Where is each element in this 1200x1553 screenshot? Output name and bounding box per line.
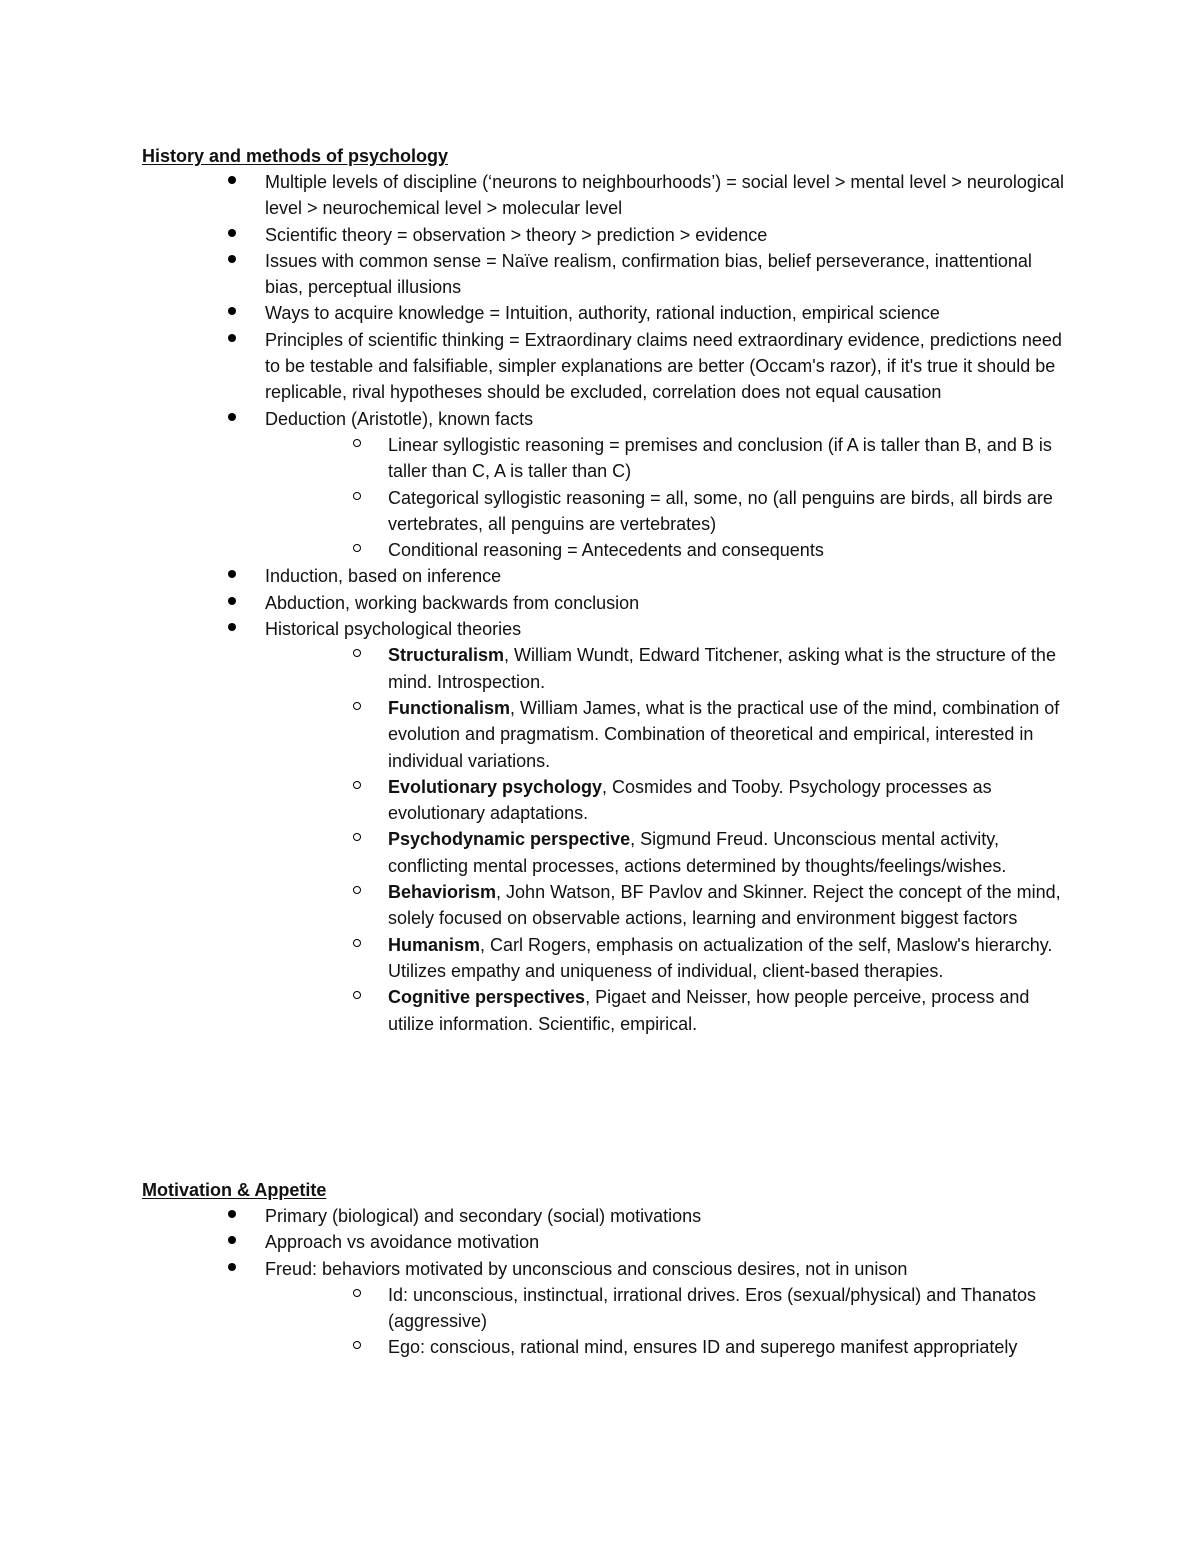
bullet-icon <box>228 1229 238 1255</box>
bullet-icon <box>228 327 238 353</box>
sub-item-text: , William Wundt, Edward Titchener, asking what is the structure of the mind. Introspection. <box>388 645 1056 692</box>
sub-list-item <box>142 485 1072 538</box>
item-text: Deduction (Aristotle), known facts <box>265 408 534 429</box>
circle-bullet-icon <box>353 537 365 563</box>
list-item <box>142 1256 1072 1361</box>
circle-bullet-icon <box>353 774 365 800</box>
sub-list-item <box>142 826 1072 879</box>
item-text: Issues with common sense = Naïve realism, confirmation bias, belief perseverance, inattentional bias, perceptual illusions <box>265 250 1032 298</box>
sub-list <box>142 1282 1072 1361</box>
sub-list-item <box>142 432 1072 485</box>
circle-bullet-icon <box>353 642 365 668</box>
theory-term: Evolutionary psychology <box>388 776 603 797</box>
bullet-icon <box>228 1256 238 1282</box>
list-item <box>142 616 1072 1037</box>
sub-list-item <box>142 642 1072 695</box>
circle-bullet-icon <box>353 695 365 721</box>
item-text: Approach vs avoidance motivation <box>265 1232 540 1253</box>
item-text: Primary (biological) and secondary (social) motivations <box>265 1206 702 1226</box>
bullet-icon <box>228 406 238 432</box>
item-text: Ways to acquire knowledge = Intuition, authority, rational induction, empirical science <box>265 303 940 324</box>
sub-list-item <box>142 932 1072 985</box>
sub-item-text: Linear syllogistic reasoning = premises and conclusion (if A is taller than B, and B is taller than C, A is taller than C) <box>388 434 1052 482</box>
item-text: Abduction, working backwards from conclusion <box>265 592 640 613</box>
bullet-icon <box>228 248 238 274</box>
sub-item-text: Id: unconscious, instinctual, irrational drives. Eros (sexual/physical) and Thanatos (aggressive) <box>388 1284 1036 1332</box>
section-heading: Motivation & Appetite <box>142 1180 327 1200</box>
bullet-icon <box>228 616 238 642</box>
sub-item-text: , Carl Rogers, emphasis on actualization of the self, Maslow's hierarchy. Utilizes empathy and uniqueness of individual, client-based therapies. <box>388 934 1053 981</box>
sub-item-text: Ego: conscious, rational mind, ensures ID and superego manifest appropriately <box>388 1337 1018 1358</box>
sub-list-item <box>142 1282 1072 1335</box>
bullet-list <box>142 169 1072 1037</box>
list-item <box>142 406 1072 564</box>
theory-term: Behaviorism <box>388 882 497 903</box>
bullet-icon <box>228 222 238 248</box>
sub-list-item <box>142 984 1072 1037</box>
sub-item-text: , Cosmides and Tooby. Psychology processes as evolutionary adaptations. <box>388 776 992 824</box>
list-item <box>142 222 1072 248</box>
theory-term: Functionalism <box>388 697 511 718</box>
circle-bullet-icon <box>353 879 365 905</box>
sub-list-item <box>142 774 1072 827</box>
item-text: Multiple levels of discipline (‘neurons to neighbourhoods’) = social level > mental level > neurological level > neurochemical level > molecular level <box>265 172 1064 219</box>
circle-bullet-icon <box>353 1334 365 1360</box>
bullet-list <box>142 1203 1072 1361</box>
circle-bullet-icon <box>353 984 365 1010</box>
sub-item-text: , John Watson, BF Pavlov and Skinner. Reject the concept of the mind, solely focused on observable actions, learning and environment biggest factors <box>388 882 1061 929</box>
list-item <box>142 248 1072 301</box>
bullet-icon <box>228 1203 238 1229</box>
list-item <box>142 563 1072 589</box>
list-item <box>142 327 1072 406</box>
item-text: Historical psychological theories <box>265 619 522 640</box>
item-text: Principles of scientific thinking = Extraordinary claims need extraordinary evidence, predictions need to be testable and falsifiable, simpler explanations are better (Occam's razor), if it's true it should be replicable, rival hypotheses should be excluded, correlation does not equal causation <box>265 329 1062 403</box>
sub-item-text: Categorical syllogistic reasoning = all, some, no (all penguins are birds, all birds are vertebrates, all penguins are vertebrates) <box>388 487 1053 534</box>
sub-list <box>142 432 1072 563</box>
bullet-icon <box>228 563 238 589</box>
section-heading: History and methods of psychology <box>142 146 449 166</box>
list-item <box>142 1203 1072 1229</box>
sub-item-text: Conditional reasoning = Antecedents and consequents <box>388 540 824 561</box>
list-item <box>142 169 1072 222</box>
bullet-icon <box>228 590 238 616</box>
sub-item-text: , Sigmund Freud. Unconscious mental activity, conflicting mental processes, actions determined by thoughts/feelings/wishes. <box>388 829 1007 876</box>
circle-bullet-icon <box>353 432 365 458</box>
bullet-icon <box>228 169 238 195</box>
sub-item-text: , Pigaet and Neisser, how people perceive, process and utilize information. Scientific, empirical. <box>388 987 1030 1034</box>
sub-list-item <box>142 695 1072 774</box>
theory-term: Cognitive perspectives <box>388 987 586 1008</box>
item-text: Freud: behaviors motivated by unconscious and conscious desires, not in unison <box>265 1258 908 1279</box>
section-motivation-appetite <box>142 1177 1072 1361</box>
item-text: Scientific theory = observation > theory > prediction > evidence <box>265 224 768 245</box>
theory-term: Structuralism <box>388 645 505 666</box>
circle-bullet-icon <box>353 932 365 958</box>
sub-list-item <box>142 537 1072 563</box>
item-text: Induction, based on inference <box>265 566 502 587</box>
sub-item-text: , William James, what is the practical use of the mind, combination of evolution and pragmatism. Combination of theoretical and empirical, interested in individual variations. <box>388 697 1060 771</box>
sub-list-item <box>142 1334 1072 1360</box>
sub-list <box>142 642 1072 1036</box>
circle-bullet-icon <box>353 1282 365 1308</box>
list-item <box>142 1229 1072 1255</box>
circle-bullet-icon <box>353 485 365 511</box>
bullet-icon <box>228 300 238 326</box>
list-item <box>142 590 1072 616</box>
sub-list-item <box>142 879 1072 932</box>
theory-term: Humanism <box>388 934 481 955</box>
list-item <box>142 300 1072 326</box>
section-history-methods <box>142 143 1072 1037</box>
circle-bullet-icon <box>353 826 365 852</box>
theory-term: Psychodynamic perspective <box>388 829 631 850</box>
